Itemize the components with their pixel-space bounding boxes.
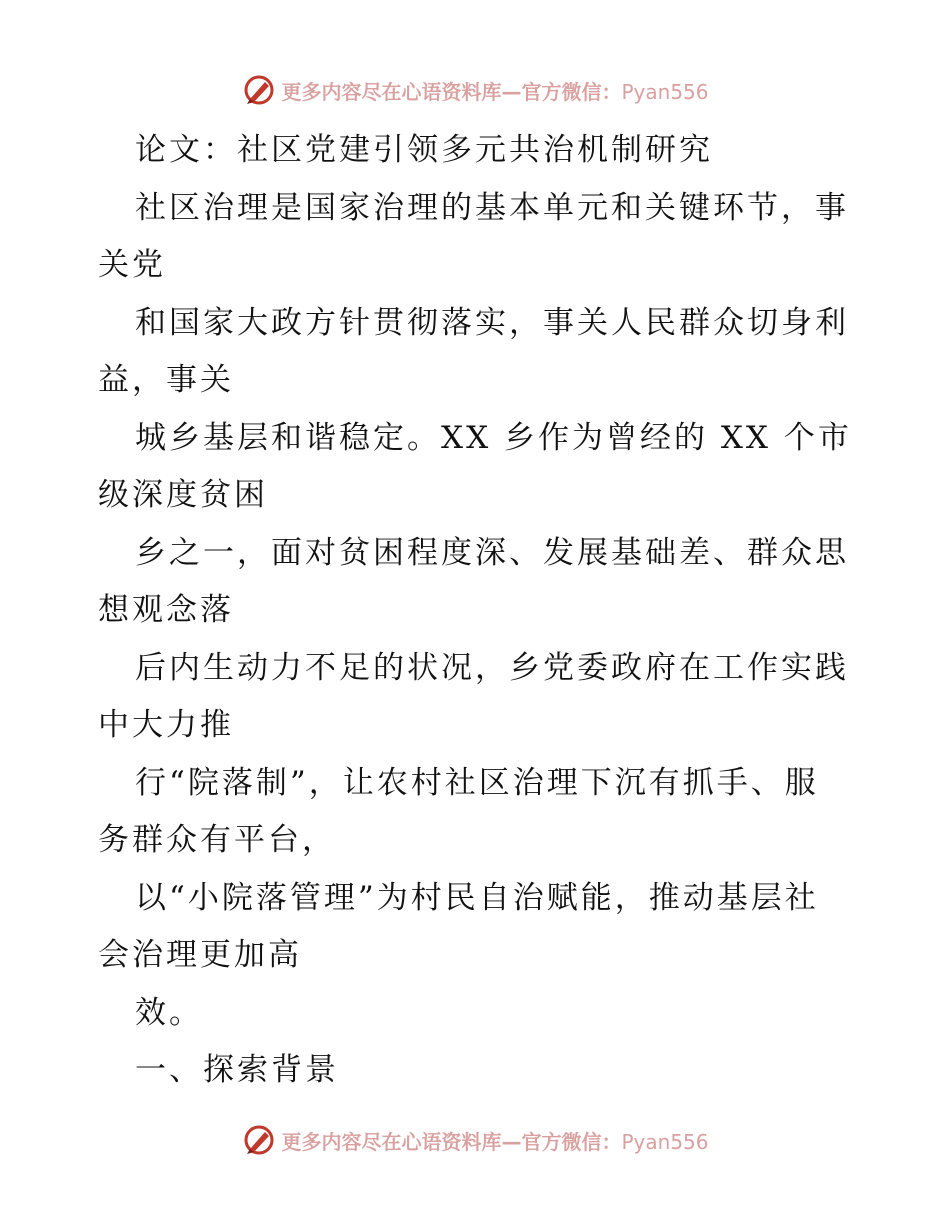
text-line: 城乡基层和谐稳定。XX 乡作为曾经的 XX 个市 xyxy=(135,419,852,456)
text-line: 以“小院落管理”为村民自治赋能，推动基层社 xyxy=(135,879,819,916)
text-line: 后内生动力不足的状况，乡党委政府在工作实践 xyxy=(135,649,849,686)
text-line: 乡之一，面对贫困程度深、发展基础差、群众思 xyxy=(135,534,849,571)
text-line: 想观念落 xyxy=(98,592,234,628)
text-line: 中大力推 xyxy=(98,707,234,743)
text-line: 级深度贫困 xyxy=(98,477,268,513)
watermark-text: 更多内容尽在心语资料库—官方微信：Pyan556 xyxy=(281,79,709,104)
footer-watermark xyxy=(0,1120,950,1160)
header-watermark xyxy=(0,70,950,110)
document-body xyxy=(98,122,858,1100)
text-line: 务群众有平台， xyxy=(98,822,336,858)
text-line: 益，事关 xyxy=(98,362,234,398)
text-line: 行“院落制”，让农村社区治理下沉有抓手、服 xyxy=(135,764,819,801)
text-line: 和国家大政方针贯彻落实，事关人民群众切身利 xyxy=(135,304,849,341)
text-line: 效。 xyxy=(135,994,203,1031)
text-line: 论文：社区党建引领多元共治机制研究 xyxy=(135,132,713,168)
text-line: 社区治理是国家治理的基本单元和关键环节，事 xyxy=(135,189,849,226)
text-line: 一、探索背景 xyxy=(135,1052,339,1088)
pen-logo-icon xyxy=(241,1122,277,1158)
text-line: 关党 xyxy=(98,247,166,283)
pen-logo-icon xyxy=(241,72,277,108)
text-line: 会治理更加高 xyxy=(98,937,302,973)
watermark-text: 更多内容尽在心语资料库—官方微信：Pyan556 xyxy=(281,1129,709,1154)
